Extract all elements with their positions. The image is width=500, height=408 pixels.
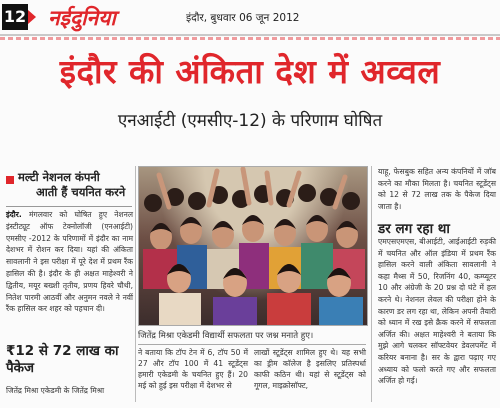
right-kicker: डर लग रहा था (378, 221, 450, 237)
page-number-arrow-icon (28, 10, 36, 24)
center-body-column-1: ने बताया कि टॉप टेन में 6, टॉप 50 में 27 और टॉप 100 में 41 स्टूडेंट्स हमारी एकेडमी के चयनित हुए हैं। 20 मई को हुई इस परीक्षा में देशभर से (138, 348, 248, 390)
left-body-dateline: इंदौर. (6, 210, 22, 219)
right-body-bottom: एमएसएमएस, बीआईटी, आईआईटी रुड़की में चयनित और ऑल इंडिया में प्रथम रैंक हासिल करने वाली अंकिता सावलानी ने कहा मैथ्स में 50, रिजनिंग 40, कम्प्यूटर 10 और अंग्रेजी के 20 प्रश्न दो घंटे में हल करने थे। नेशनल लेवल की परीक्षा होने के कारण डर लग रहा था, लेकिन अपनी तैयारी को ध्यान में रख इसे क्रैक करने में सफलता अर्जित की। अक्षत माहेश्वरी ने बताया कि मुझे आगे चलकर सॉफ्टवेयर डेवलपमेंट में करियर बनाना है। सर के द्वारा पढ़ाए गए अध्याय को फलो करते गए और सफलता अर्जित हो गई। (378, 237, 496, 386)
celebration-photo (138, 166, 368, 326)
dateline: इंदौर, बुधवार 06 जून 2012 (186, 12, 300, 24)
left-kicker-line2: आती हैं चयनित करने (36, 185, 126, 199)
masthead (0, 0, 500, 36)
headline: इंदौर की अंकिता देश में अव्वल (59, 52, 441, 91)
photo-caption: जितेंद्र मिश्रा एकेडमी विद्यार्थी सफलता पर जश्न मनाते हुए। (138, 331, 314, 341)
right-body-top: याहू, फेसबुक सहित अन्य कंपनियों में जॉब करने का मौका मिलता है। चयनित स्टूडेंट्स को 12 से 72 लाख तक के पैकेज दिया जाता है। (378, 167, 496, 211)
subheadline: एनआईटी (एमसीए-12) के परिणाम घोषित (117, 111, 383, 131)
left-footer-text: जितेंद्र मिश्रा एकेडमी के जितेंद्र मिश्रा (6, 386, 105, 395)
left-body (6, 209, 133, 315)
left-kicker (18, 170, 136, 200)
package-kicker: ₹12 से 72 लाख का पैकेज (6, 343, 119, 376)
crowd-illustration (139, 167, 367, 325)
ornament-rule (0, 37, 500, 40)
square-bullet-icon (6, 176, 14, 184)
page-number: 12 (2, 4, 28, 30)
left-body-text: मंगलवार को घोषित हुए नेशनल इंस्टीट्यूट ऑफ टेक्नोलॉजी (एनआईटी) एमसीए -2012 के परिणामों में इंदौर का नाम देशभर में रोशन कर दिया। यहां की अंकिता सावलानी ने इस परीक्षा में पूरे देश में प्रथम रैंक हासिल की है। इंदौर के ही अक्षत माहेश्वरी ने द्वितीय, मयूर बख्शी तृतीय, प्रणय हिवरे चौथी, नितेश पारमी आठवीं और अनुमन नवले ने नवीं रैंक हासिल कर शहर को पहचान दी। (6, 210, 134, 314)
left-kicker-line1: मल्टी नेशनल कंपनी (18, 170, 100, 184)
left-divider (6, 206, 132, 207)
newspaper-name: नईदुनिया (48, 5, 116, 30)
column-divider (135, 166, 136, 402)
caption-divider (138, 344, 366, 345)
center-body-column-2: लाखों स्टूडेंट्स शामिल हुए थे। यह सभी का ड्रीम कॉलेज है इसलिए प्रतिस्पर्धा काफी कठिन थी। यहां से स्टूडेंट्स को गूगल, माइक्रोसॉफ्ट, (254, 348, 366, 390)
column-divider (371, 166, 372, 402)
